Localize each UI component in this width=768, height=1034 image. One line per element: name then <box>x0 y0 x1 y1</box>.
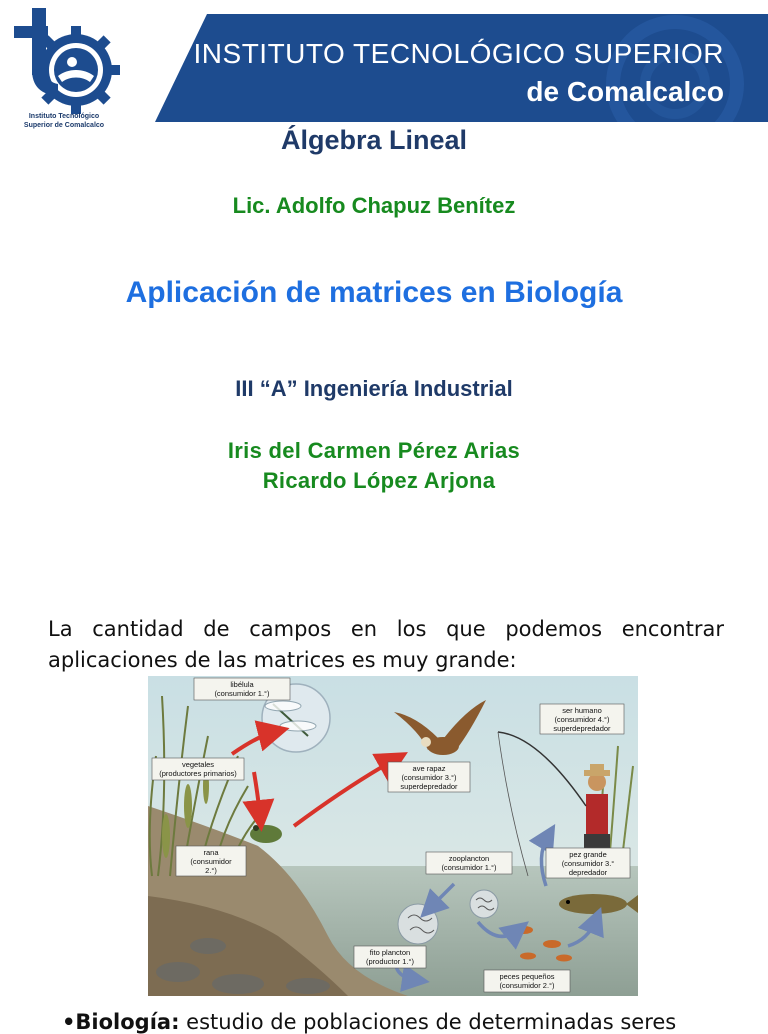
topic-title: Aplicación de matrices en Biología <box>125 276 623 309</box>
label-peces-2: (consumidor 2.°) <box>499 981 555 990</box>
biology-bullet-text: estudio de poblaciones de determinadas seres <box>179 1010 677 1034</box>
label-zooplancton-2: (consumidor 1.°) <box>441 863 497 872</box>
author-2: Ricardo López Arjona <box>262 468 496 493</box>
label-ave-1: ave rapaz <box>412 764 446 773</box>
intro-line-2: aplicaciones de las matrices es muy grande: <box>48 648 517 672</box>
label-fito-2: (productor 1.°) <box>365 957 415 966</box>
logo-caption-line1: Instituto Tecnológico <box>28 113 100 120</box>
intro-line-1: La cantidad de campos en los que podemos encontrar <box>48 617 724 641</box>
food-chain-illustration <box>148 676 638 996</box>
logo-caption-line2: Superior de Comalcalco <box>23 122 105 129</box>
label-zooplancton-1: zooplancton <box>448 854 490 863</box>
biology-bullet <box>62 1010 676 1034</box>
label-humano-3: superdepredador <box>553 724 611 733</box>
label-peces-1: peces pequeños <box>499 972 555 981</box>
label-humano-2: (consumidor 4.°) <box>554 715 610 724</box>
teacher-name: Lic. Adolfo Chapuz Benítez <box>232 193 516 218</box>
label-ave-2: (consumidor 3.°) <box>401 773 457 782</box>
label-humano-1: ser humano <box>562 706 602 715</box>
subject-title: Álgebra Lineal <box>280 125 468 155</box>
label-ave-3: superdepredador <box>400 782 458 791</box>
label-rana-3: 2.°) <box>205 866 217 875</box>
banner-title: INSTITUTO TECNOLÓGICO SUPERIOR <box>193 38 724 69</box>
label-pez-grande-1: pez grande <box>569 850 607 859</box>
label-fito-1: fito plancton <box>369 948 411 957</box>
label-libelula-1: libélula <box>230 680 254 689</box>
label-pez-grande-2: (consumidor 3.° <box>561 859 615 868</box>
label-rana-2: (consumidor <box>190 857 232 866</box>
group-label: III “A” Ingeniería Industrial <box>235 376 513 401</box>
label-vegetales-1: vegetales <box>181 760 215 769</box>
intro-paragraph <box>48 614 724 676</box>
label-vegetales-2: (productores primarios) <box>159 769 237 778</box>
biology-bullet-label: •Biología: <box>62 1010 180 1034</box>
author-1: Iris del Carmen Pérez Arias <box>227 438 521 463</box>
label-rana-1: rana <box>203 848 219 857</box>
label-pez-grande-3: depredador <box>568 868 608 877</box>
banner-subtitle: de Comalcalco <box>526 76 724 107</box>
label-libelula-2: (consumidor 1.°) <box>214 689 270 698</box>
